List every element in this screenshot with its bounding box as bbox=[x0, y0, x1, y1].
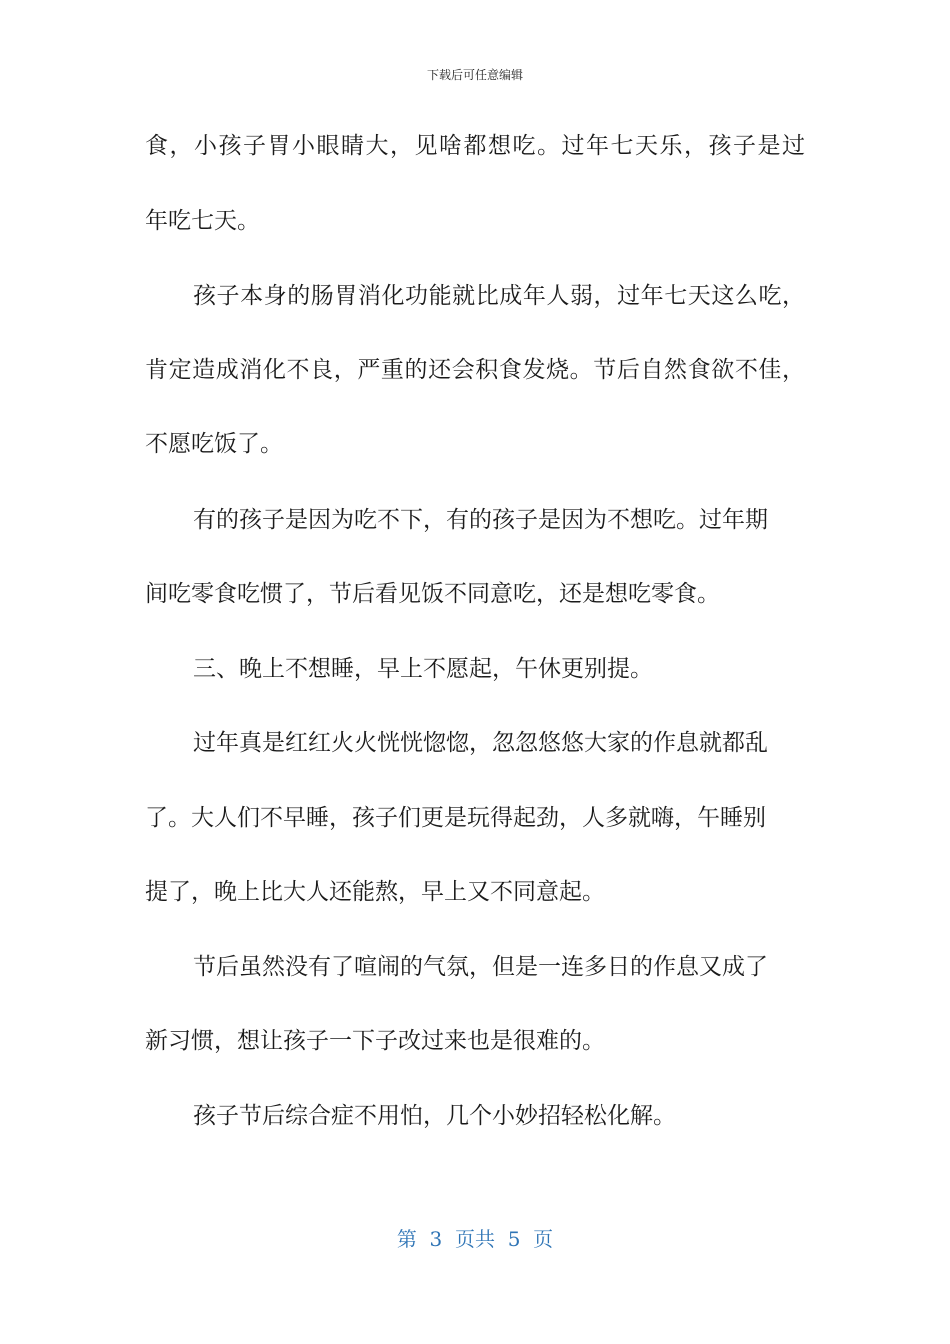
page-header-note: 下载后可任意编辑 bbox=[426, 68, 523, 82]
body-line: 年吃七天。 bbox=[145, 208, 260, 234]
body-line: 了。大人们不早睡，孩子们更是玩得起劲，人多就嗨，午睡别 bbox=[145, 805, 766, 831]
body-line: 新习惯，想让孩子一下子改过来也是很难的。 bbox=[145, 1028, 605, 1054]
body-line: 肯定造成消化不良，严重的还会积食发烧。节后自然食欲不佳， bbox=[145, 357, 805, 383]
body-line: 孩子节后综合症不用怕，几个小妙招轻松化解。 bbox=[193, 1103, 676, 1129]
body-line: 食，小孩子胃小眼睛大，见啥都想吃。过年七天乐，孩子是过 bbox=[145, 133, 805, 159]
body-line: 节后虽然没有了喧闹的气氛，但是一连多日的作息又成了 bbox=[193, 954, 768, 980]
section-heading: 三、晚上不想睡，早上不愿起，午休更别提。 bbox=[193, 656, 653, 682]
body-line: 不愿吃饭了。 bbox=[145, 431, 283, 457]
page-number-footer: 第 3 页共 5 页 bbox=[396, 1227, 554, 1251]
body-line: 间吃零食吃惯了，节后看见饭不同意吃，还是想吃零食。 bbox=[145, 581, 720, 607]
body-line: 过年真是红红火火恍恍惚惚，忽忽悠悠大家的作息就都乱 bbox=[193, 730, 768, 756]
body-line: 有的孩子是因为吃不下，有的孩子是因为不想吃。过年期 bbox=[193, 507, 768, 533]
body-line: 孩子本身的肠胃消化功能就比成年人弱，过年七天这么吃， bbox=[193, 283, 805, 309]
body-line: 提了，晚上比大人还能熬，早上又不同意起。 bbox=[145, 879, 605, 905]
